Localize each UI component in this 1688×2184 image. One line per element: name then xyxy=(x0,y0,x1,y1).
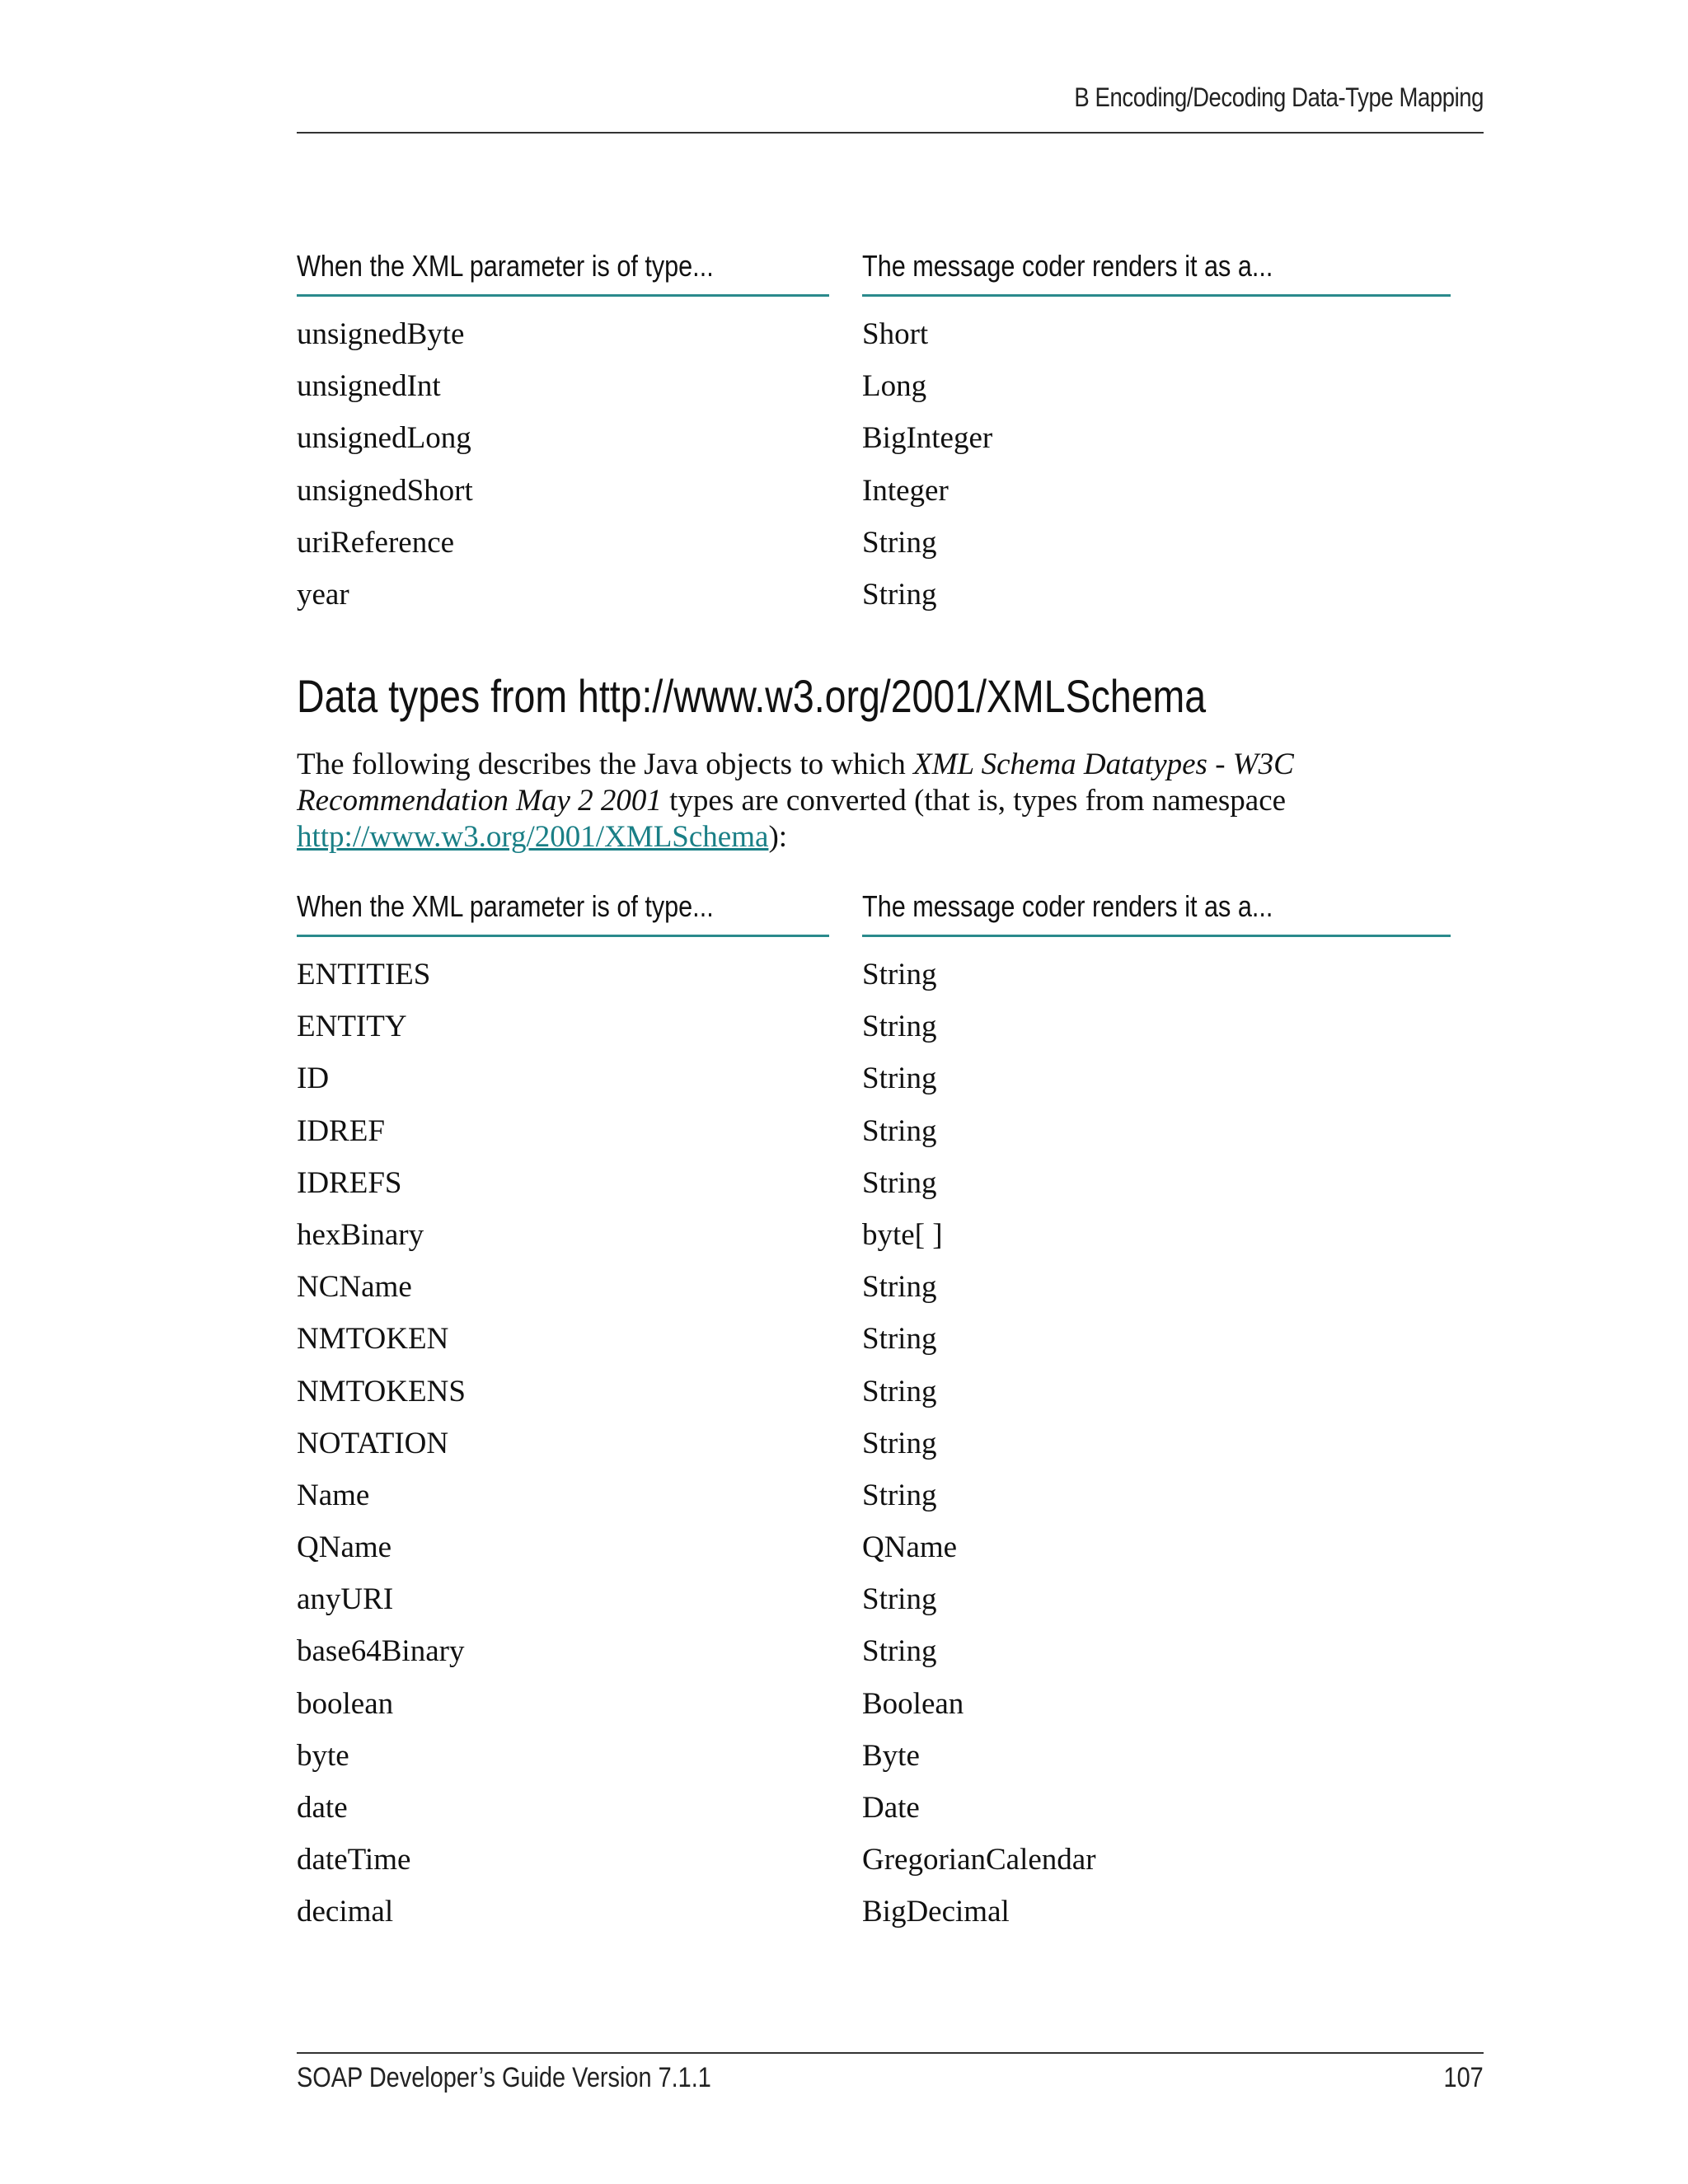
table-row xyxy=(297,368,1451,420)
mapping-table-2 xyxy=(297,889,1451,1947)
table-row xyxy=(297,1738,1451,1790)
java-type-cell: String xyxy=(862,577,937,612)
column-header-underline xyxy=(862,294,1451,297)
xml-type-cell: NMTOKEN xyxy=(297,1322,449,1357)
xml-type-cell: unsignedShort xyxy=(297,473,473,508)
java-type-cell: BigInteger xyxy=(862,421,993,456)
table-row xyxy=(297,1374,1451,1426)
xml-type-cell: byte xyxy=(297,1738,349,1773)
table-header-row xyxy=(297,889,1451,939)
page-number: 107 xyxy=(1443,2062,1484,2093)
java-type-cell: String xyxy=(862,1582,937,1617)
table-row xyxy=(297,1478,1451,1530)
xml-type-cell: IDREF xyxy=(297,1113,385,1148)
xml-type-cell: Name xyxy=(297,1478,370,1512)
java-type-cell: String xyxy=(862,1634,937,1669)
java-type-cell: String xyxy=(862,1426,937,1460)
column-header-xml-type: When the XML parameter is of type... xyxy=(297,889,714,923)
intro-text: ): xyxy=(768,820,788,854)
header-rule xyxy=(297,132,1484,134)
xml-type-cell: IDREFS xyxy=(297,1165,402,1200)
java-type-cell: String xyxy=(862,958,937,991)
xml-type-cell: unsignedInt xyxy=(297,369,441,404)
intro-paragraph xyxy=(297,747,1484,855)
section-heading: Data types from http://www.w3.org/2001/XMLSchema xyxy=(297,670,1207,722)
xml-type-cell: base64Binary xyxy=(297,1634,465,1669)
table-row xyxy=(297,1530,1451,1582)
java-type-cell: Long xyxy=(862,369,927,404)
java-type-cell: Boolean xyxy=(862,1686,964,1721)
table-row xyxy=(297,1009,1451,1061)
table-row xyxy=(297,1894,1451,1946)
table-row xyxy=(297,1582,1451,1633)
xml-type-cell: unsignedByte xyxy=(297,317,465,351)
java-type-cell: BigDecimal xyxy=(862,1895,1010,1929)
table-body xyxy=(297,316,1451,629)
column-header-underline xyxy=(297,935,829,937)
java-type-cell: String xyxy=(862,1322,937,1357)
xml-type-cell: NOTATION xyxy=(297,1426,449,1460)
xml-type-cell: dateTime xyxy=(297,1843,411,1877)
xml-type-cell: NMTOKENS xyxy=(297,1374,466,1408)
java-type-cell: Short xyxy=(862,317,929,351)
xml-type-cell: boolean xyxy=(297,1686,394,1721)
java-type-cell: String xyxy=(862,1010,937,1044)
java-type-cell: String xyxy=(862,1478,937,1512)
column-header-underline xyxy=(297,294,829,297)
table-row xyxy=(297,1426,1451,1478)
table-row xyxy=(297,525,1451,577)
table-row xyxy=(297,1113,1451,1165)
xml-type-cell: NCName xyxy=(297,1270,412,1305)
xml-type-cell: ENTITIES xyxy=(297,958,431,991)
table-body xyxy=(297,957,1451,1947)
java-type-cell: String xyxy=(862,1374,937,1408)
running-header: B Encoding/Decoding Data-Type Mapping xyxy=(1074,82,1484,112)
xml-type-cell: anyURI xyxy=(297,1582,394,1617)
java-type-cell: Integer xyxy=(862,473,949,508)
column-header-xml-type: When the XML parameter is of type... xyxy=(297,249,714,283)
xml-type-cell: unsignedLong xyxy=(297,421,471,456)
java-type-cell: Date xyxy=(862,1791,920,1825)
table-row xyxy=(297,957,1451,1009)
java-type-cell: String xyxy=(862,1165,937,1200)
java-type-cell: String xyxy=(862,1113,937,1148)
table-row xyxy=(297,473,1451,525)
java-type-cell: byte[ ] xyxy=(862,1217,943,1252)
java-type-cell: String xyxy=(862,1062,937,1096)
java-type-cell: String xyxy=(862,525,937,560)
intro-italic-citation: XML Schema Datatypes - W3C Recommendation May 2 2001 xyxy=(297,748,1294,818)
xml-type-cell: decimal xyxy=(297,1895,394,1929)
footer-rule xyxy=(297,2052,1484,2054)
xml-type-cell: QName xyxy=(297,1530,392,1565)
xml-type-cell: uriReference xyxy=(297,525,455,560)
mapping-table-1 xyxy=(297,249,1451,629)
java-type-cell: String xyxy=(862,1270,937,1305)
column-header-java-type: The message coder renders it as a... xyxy=(862,249,1273,283)
column-header-underline xyxy=(862,935,1451,937)
xml-type-cell: ID xyxy=(297,1062,330,1096)
table-row xyxy=(297,1061,1451,1113)
footer-doc-title: SOAP Developer’s Guide Version 7.1.1 xyxy=(297,2062,711,2093)
xml-type-cell: hexBinary xyxy=(297,1217,424,1252)
intro-text: The following describes the Java objects to which xyxy=(297,748,914,781)
xml-type-cell: ENTITY xyxy=(297,1010,407,1044)
java-type-cell: QName xyxy=(862,1530,958,1565)
table-row xyxy=(297,316,1451,368)
java-type-cell: GregorianCalendar xyxy=(862,1843,1096,1877)
xml-type-cell: year xyxy=(297,577,349,612)
table-row xyxy=(297,1633,1451,1685)
table-row xyxy=(297,1321,1451,1373)
table-row xyxy=(297,1165,1451,1217)
namespace-link[interactable]: http://www.w3.org/2001/XMLSchema xyxy=(297,820,769,854)
table-row xyxy=(297,1686,1451,1738)
table-row xyxy=(297,1790,1451,1842)
table-row xyxy=(297,1842,1451,1894)
table-row xyxy=(297,1217,1451,1269)
table-row xyxy=(297,577,1451,629)
java-type-cell: Byte xyxy=(862,1738,920,1773)
intro-text: types are converted (that is, types from namespace xyxy=(661,784,1287,818)
table-header-row xyxy=(297,249,1451,298)
xml-type-cell: date xyxy=(297,1791,348,1825)
table-row xyxy=(297,420,1451,472)
table-row xyxy=(297,1269,1451,1321)
column-header-java-type: The message coder renders it as a... xyxy=(862,889,1273,923)
